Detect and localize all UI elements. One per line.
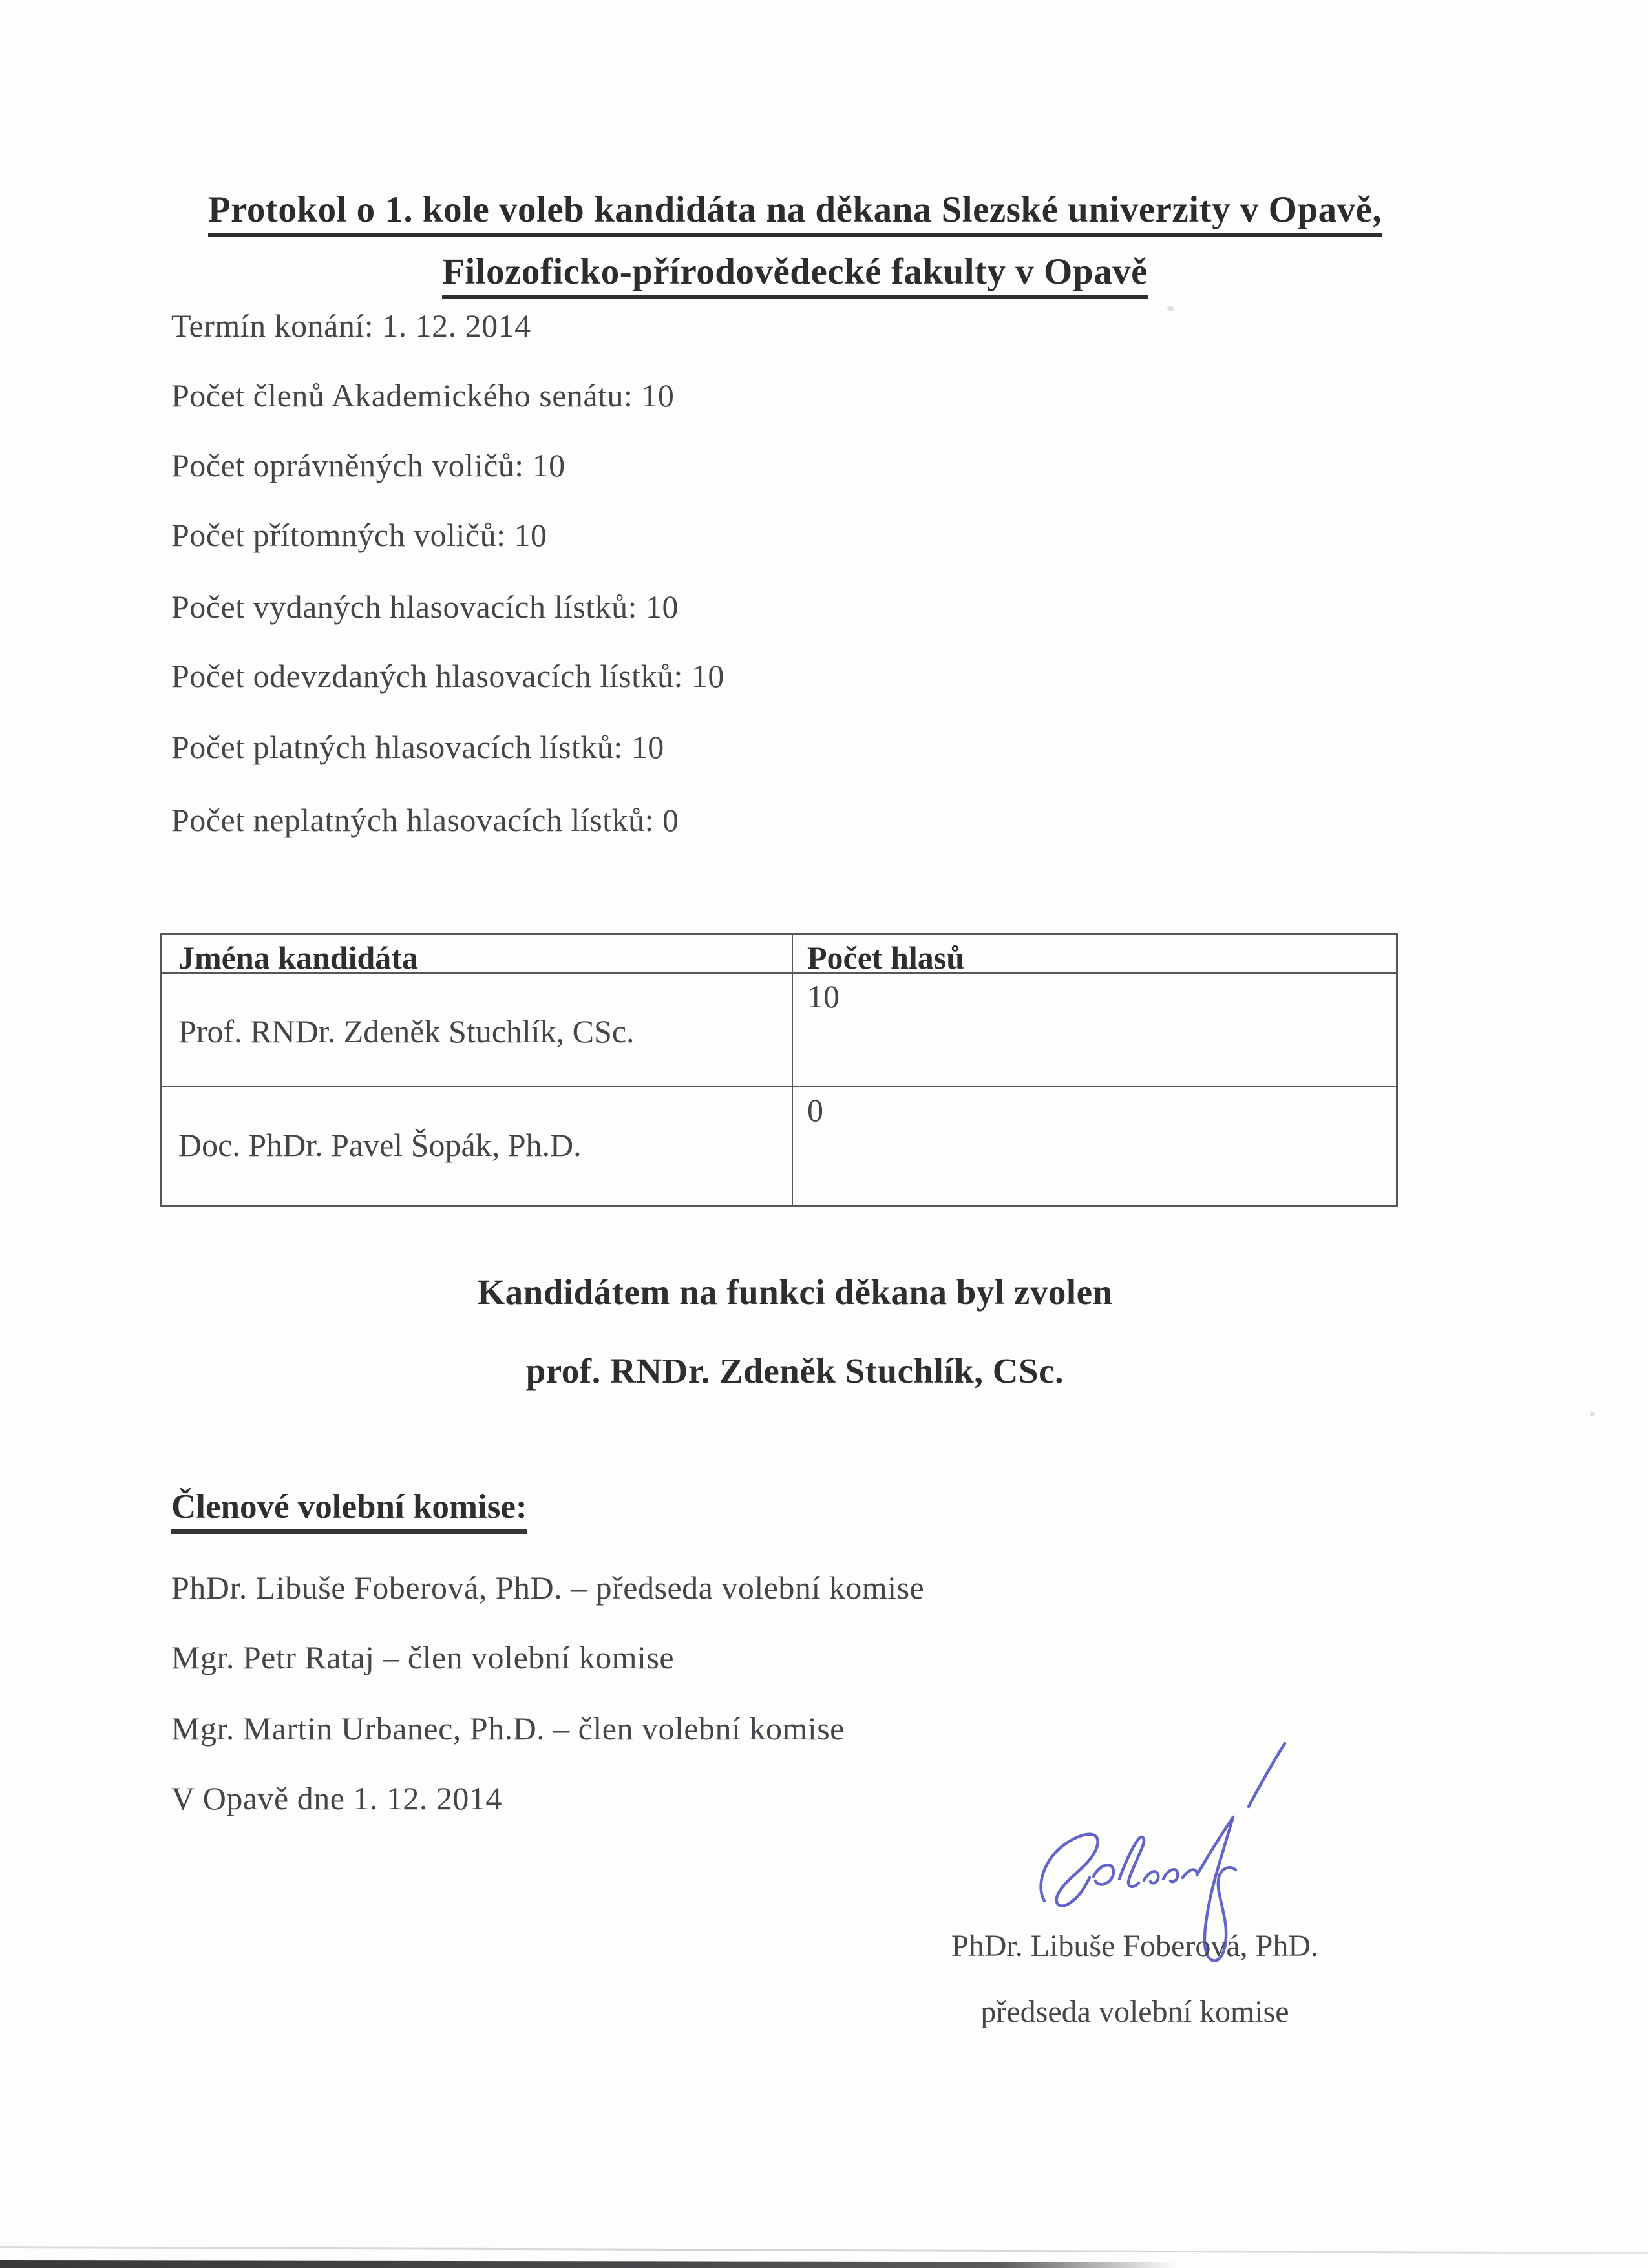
info-line-date: Termín konání: 1. 12. 2014: [171, 308, 531, 344]
document-title: [0, 191, 1590, 237]
signatory-role-block: [935, 1997, 1335, 2028]
result-statement: [0, 1274, 1590, 1310]
info-line-ballots-issued: Počet vydaných hlasovacích lístků: 10: [171, 589, 679, 625]
table-row-1-votes: 10: [807, 978, 840, 1014]
votes-table: [160, 933, 1398, 1207]
scan-edge-faint-line: [0, 2246, 1648, 2254]
result-line-2: prof. RNDr. Zdeněk Stuchlík, CSc.: [525, 1351, 1064, 1391]
table-header-votes: Počet hlasů: [807, 940, 965, 976]
signature-slash-stroke: [1249, 1743, 1285, 1807]
title-line-1: Protokol o 1. kole voleb kandidáta na děkana Slezské univerzity v Opavě,: [208, 191, 1382, 237]
table-row-2-candidate: Doc. PhDr. Pavel Šopák, Ph.D.: [178, 1127, 582, 1163]
signatory-role: předseda volební komise: [980, 1995, 1289, 2029]
info-line-present-voters: Počet přítomných voličů: 10: [171, 517, 547, 553]
committee-member-chair: PhDr. Libuše Foberová, PhD. – předseda volební komise: [171, 1570, 925, 1606]
signatory-name-block: [935, 1931, 1335, 1962]
table-column-rule: [792, 935, 793, 1205]
place-and-date-line: V Opavě dne 1. 12. 2014: [171, 1780, 502, 1816]
committee-member-rataj: Mgr. Petr Rataj – člen volební komise: [171, 1639, 675, 1675]
committee-member-urbanec: Mgr. Martin Urbanec, Ph.D. – člen volební komise: [171, 1710, 845, 1747]
table-row-1-candidate: Prof. RNDr. Zdeněk Stuchlík, CSc.: [178, 1013, 635, 1049]
document-subtitle: [0, 253, 1590, 299]
info-line-senate-members: Počet členů Akademického senátu: 10: [171, 377, 675, 414]
result-line-1: Kandidátem na funkci děkana byl zvolen: [477, 1272, 1113, 1312]
title-line-2: Filozoficko-přírodovědecké fakulty v Opavě: [442, 253, 1148, 299]
signatory-name: PhDr. Libuše Foberová, PhD.: [951, 1929, 1318, 1963]
info-line-ballots-cast: Počet odevzdaných hlasovacích lístků: 10: [171, 658, 724, 694]
scan-speck: [1167, 306, 1174, 311]
info-line-ballots-valid: Počet platných hlasovacích lístků: 10: [171, 729, 664, 765]
result-elected-candidate: [0, 1353, 1590, 1389]
table-row-rule: [162, 1086, 1396, 1087]
table-header-candidate: Jména kandidáta: [178, 940, 418, 976]
table-row-2-votes: 0: [807, 1092, 823, 1128]
committee-section-heading: [171, 1490, 527, 1524]
info-line-eligible-voters: Počet oprávněných voličů: 10: [171, 447, 565, 483]
scan-speck: [1590, 1412, 1595, 1416]
scan-edge-dark-strip: [0, 2260, 1176, 2268]
committee-heading-text: Členové volební komise:: [171, 1488, 527, 1534]
info-line-ballots-invalid: Počet neplatných hlasovacích lístků: 0: [171, 802, 679, 838]
